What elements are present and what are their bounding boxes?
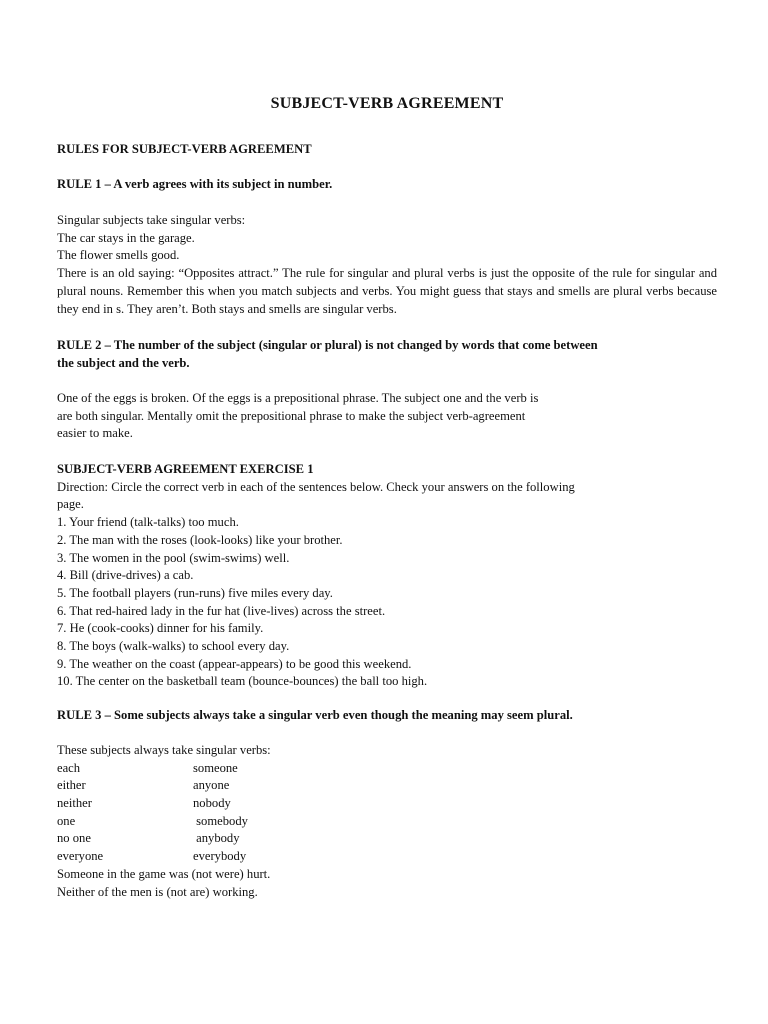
rule2-heading-block xyxy=(57,337,717,372)
exercise-item: 4. Bill (drive-drives) a cab. xyxy=(57,568,194,583)
rule1-heading: RULE 1 – A verb agrees with its subject in number. xyxy=(57,177,333,191)
exercise-item: 8. The boys (walk-walks) to school every day. xyxy=(57,639,290,654)
list-item xyxy=(57,760,717,778)
subject-word: anyone xyxy=(193,778,230,793)
list-item xyxy=(57,830,717,848)
rule1-line: Singular subjects take singular verbs: xyxy=(57,213,246,227)
exercise-item: 10. The center on the basketball team (bounce-bounces) the ball too high. xyxy=(57,674,428,689)
rule2-line: One of the eggs is broken. Of the eggs is a prepositional phrase. The subject one and the verb is xyxy=(57,391,539,405)
rules-heading: RULES FOR SUBJECT-VERB AGREEMENT xyxy=(57,142,312,156)
exercise-item: 7. He (cook-cooks) dinner for his family. xyxy=(57,621,264,636)
rule3-heading-block xyxy=(57,707,717,725)
exercise1-direction-line: Direction: Circle the correct verb in each of the sentences below. Check your answers on the following xyxy=(57,479,575,494)
list-item xyxy=(57,777,717,795)
subject-word: one xyxy=(57,813,76,828)
rule2-heading-line: RULE 2 – The number of the subject (singular or plural) is not changed by words that come between xyxy=(57,338,598,352)
page-title: SUBJECT-VERB AGREEMENT xyxy=(270,95,504,112)
subject-word: nobody xyxy=(193,796,231,811)
rule2-line: are both singular. Mentally omit the prepositional phrase to make the subject verb-agreement xyxy=(57,408,526,423)
exercise1-heading: SUBJECT-VERB AGREEMENT EXERCISE 1 xyxy=(57,462,314,476)
subject-word: everybody xyxy=(193,849,247,864)
subject-word: no one xyxy=(57,831,91,846)
exercise-item: 5. The football players (run-runs) five miles every day. xyxy=(57,585,333,600)
list-item xyxy=(57,848,717,866)
exercise-item: 9. The weather on the coast (appear-appears) to be good this weekend. xyxy=(57,656,412,671)
exercise-item: 2. The man with the roses (look-looks) like your brother. xyxy=(57,532,343,547)
subject-word: neither xyxy=(57,796,92,811)
rule3-body xyxy=(57,742,717,901)
rule1-line: The car stays in the garage. xyxy=(57,230,195,245)
subject-word: either xyxy=(57,778,86,793)
rule3-heading: RULE 3 – Some subjects always take a singular verb even though the meaning may seem plural. xyxy=(57,708,573,722)
rule2-line: easier to make. xyxy=(57,426,133,441)
rule1-line: The flower smells good. xyxy=(57,248,180,263)
rule3-example: Neither of the men is (not are) working. xyxy=(57,884,258,899)
rules-heading-block xyxy=(57,141,717,159)
list-item xyxy=(57,795,717,813)
exercise-item: 6. That red-haired lady in the fur hat (live-lives) across the street. xyxy=(57,603,386,618)
rule1-heading-block xyxy=(57,176,717,194)
subject-word: each xyxy=(57,760,81,775)
singular-subjects-list xyxy=(57,760,717,866)
exercise1-direction-line: page. xyxy=(57,497,84,512)
subject-word: anybody xyxy=(193,831,240,846)
rule1-body xyxy=(57,212,717,318)
exercise-item: 3. The women in the pool (swim-swims) well. xyxy=(57,550,290,565)
exercise1-section xyxy=(57,461,717,691)
subject-word: someone xyxy=(193,760,238,775)
subject-word: somebody xyxy=(193,813,248,828)
rule3-example: Someone in the game was (not were) hurt. xyxy=(57,866,271,881)
rule2-body xyxy=(57,390,717,443)
rule1-paragraph: There is an old saying: “Opposites attract.” The rule for singular and plural verbs is just the opposite of the rule for singular and plural nouns. Remember this when you match subjects and verbs. You might guess that stays and smells are plural verbs because they end in s. They aren’t. Both stays and smells are singular verbs. xyxy=(57,266,717,316)
rule3-intro: These subjects always take singular verbs: xyxy=(57,743,271,757)
rule2-heading-line: the subject and the verb. xyxy=(57,355,190,370)
list-item xyxy=(57,813,717,831)
subject-word: everyone xyxy=(57,849,104,864)
exercise-item: 1. Your friend (talk-talks) too much. xyxy=(57,515,239,530)
